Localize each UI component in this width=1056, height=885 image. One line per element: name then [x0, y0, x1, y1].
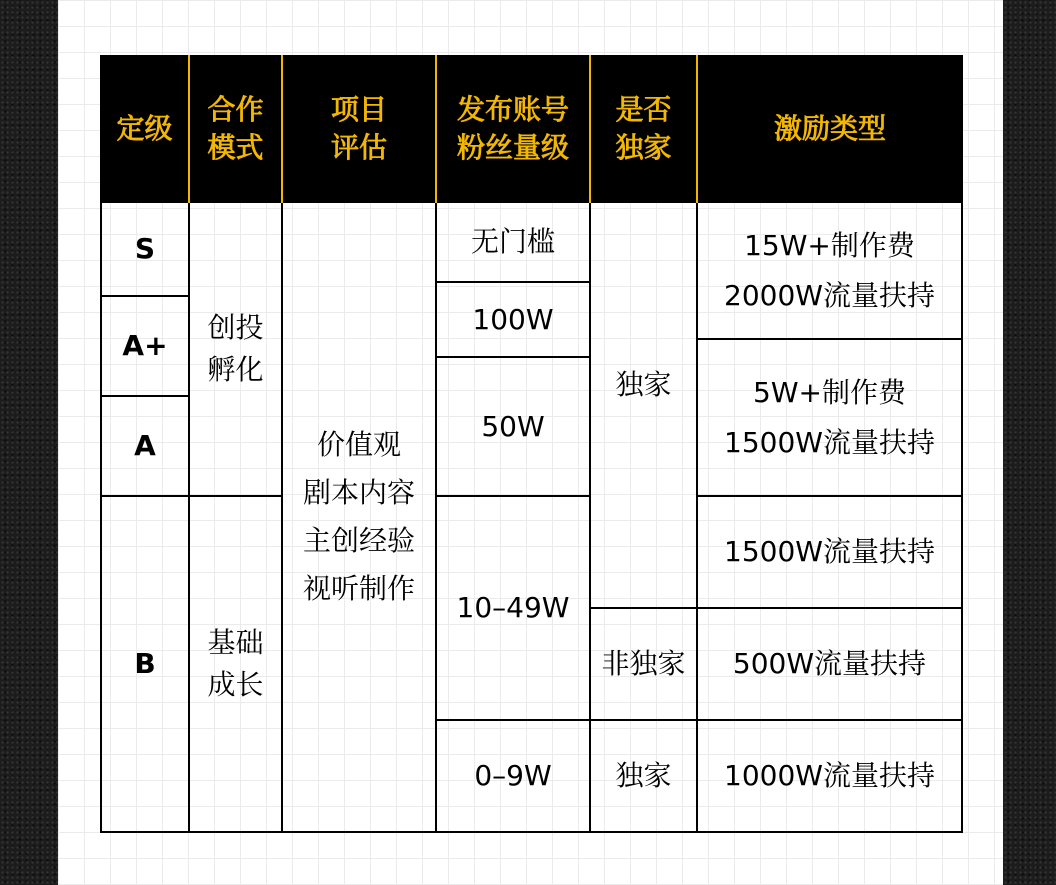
header-grade: 定级 [116, 112, 173, 145]
grade-cell: A [134, 429, 156, 462]
fan-level-cell: 50W [481, 409, 545, 443]
exclusive-cell: 独家 [615, 759, 672, 792]
incentive-cell: 1500W流量扶持 [724, 535, 935, 568]
grade-cell: B [134, 647, 156, 680]
header-divider [188, 55, 190, 203]
fan-level-cell: 无门槛 [470, 225, 555, 258]
incentive-cell: 1000W流量扶持 [724, 759, 935, 792]
incentive-cell: 5W+制作费 1500W流量扶持 [724, 375, 935, 459]
grade-cell: S [134, 232, 156, 265]
header-project-evaluation: 项目 评估 [330, 93, 387, 164]
exclusive-cell: 非独家 [601, 647, 686, 680]
exclusive-cell: 独家 [615, 368, 672, 401]
fan-level-cell: 0–9W [474, 759, 552, 792]
header-divider [435, 55, 437, 203]
cooperation-mode-cell: 基础 成长 [207, 626, 264, 701]
header-cooperation-mode: 合作 模式 [207, 93, 264, 164]
cooperation-mode-cell: 创投 孵化 [207, 311, 264, 386]
header-exclusive: 是否 独家 [615, 93, 672, 164]
incentive-table [100, 55, 963, 833]
header-divider [589, 55, 591, 203]
table-border [100, 831, 963, 833]
header-divider [696, 55, 698, 203]
grade-cell: A+ [122, 329, 168, 362]
incentive-cell: 15W+制作费 2000W流量扶持 [724, 228, 935, 312]
table-border [961, 203, 963, 833]
fan-level-cell: 10–49W [456, 591, 570, 624]
background-left-texture [0, 0, 58, 885]
header-fan-level: 发布账号 粉丝量级 [456, 93, 569, 164]
header-divider [281, 55, 283, 203]
header-incentive-type: 激励类型 [773, 112, 886, 145]
evaluation-cell: 价值观 剧本内容 主创经验 视听制作 [302, 428, 415, 605]
incentive-cell: 500W流量扶持 [732, 647, 927, 680]
background-right-texture [1003, 0, 1056, 885]
fan-level-cell: 100W [472, 302, 554, 336]
